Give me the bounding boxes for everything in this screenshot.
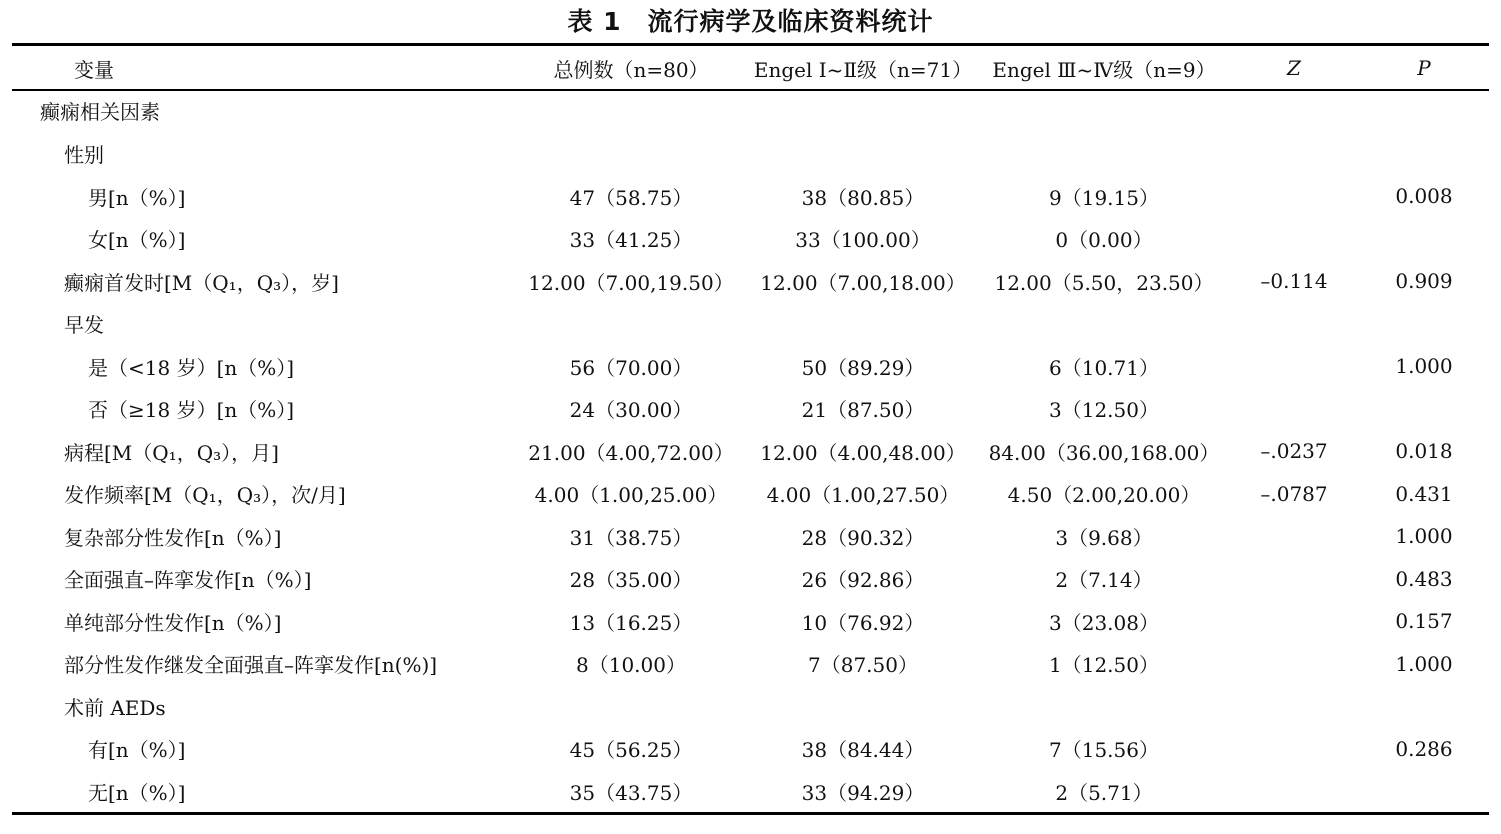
total-cell	[515, 303, 747, 346]
total-cell	[515, 89, 747, 133]
total-cell: 21.00（4.00,72.00）	[528, 440, 734, 465]
p-cell	[1359, 133, 1489, 176]
variable-cell: 女[n（%）]	[88, 228, 186, 253]
table-row	[12, 218, 1489, 261]
z-cell	[1229, 388, 1359, 431]
total-cell: 28（35.00）	[569, 568, 693, 593]
engel-1-2-cell: 10（76.92）	[801, 610, 925, 635]
table-row	[12, 260, 1489, 303]
p-cell: 0.018	[1395, 439, 1453, 464]
engel-1-2-cell: 12.00（4.00,48.00）	[760, 440, 966, 465]
p-cell: 0.483	[1395, 566, 1453, 591]
top-rule	[12, 43, 1489, 46]
z-cell: –0.114	[1260, 269, 1328, 294]
engel-3-4-cell: 6（10.71）	[1049, 355, 1159, 380]
table-row	[12, 430, 1489, 473]
variable-cell: 有[n（%）]	[88, 738, 186, 763]
table-row	[12, 643, 1489, 686]
engel-1-2-cell: 33（94.29）	[801, 780, 925, 805]
engel-1-2-cell	[747, 685, 979, 728]
total-cell: 24（30.00）	[569, 398, 693, 423]
variable-cell: 发作频率[M（Q₁，Q₃），次/月]	[64, 483, 346, 508]
z-cell	[1229, 728, 1359, 771]
z-cell	[1229, 515, 1359, 558]
engel-1-2-cell: 38（80.85）	[801, 185, 925, 210]
engel-3-4-cell	[979, 303, 1229, 346]
z-cell	[1229, 600, 1359, 643]
z-cell	[1229, 303, 1359, 346]
total-cell: 4.00（1.00,25.00）	[534, 483, 728, 508]
engel-3-4-cell: 1（12.50）	[1049, 653, 1159, 678]
variable-cell: 早发	[64, 313, 104, 338]
variable-cell: 癫痫相关因素	[40, 100, 160, 125]
variable-cell: 否（≥18 岁）[n（%）]	[88, 398, 295, 423]
engel-3-4-cell: 3（9.68）	[1055, 525, 1153, 550]
total-cell: 33（41.25）	[569, 228, 693, 253]
engel-1-2-cell: 33（100.00）	[795, 228, 931, 253]
variable-cell: 癫痫首发时[M（Q₁，Q₃），岁]	[64, 270, 339, 295]
z-cell	[1229, 175, 1359, 218]
engel-1-2-cell: 38（84.44）	[801, 738, 925, 763]
table-row	[12, 728, 1489, 771]
engel-3-4-cell: 0（0.00）	[1055, 228, 1153, 253]
z-cell	[1229, 643, 1359, 686]
z-cell: –.0237	[1260, 439, 1328, 464]
total-cell: 47（58.75）	[569, 185, 693, 210]
total-cell: 31（38.75）	[569, 525, 693, 550]
total-cell	[515, 133, 747, 176]
engel-3-4-cell	[979, 685, 1229, 728]
variable-cell: 部分性发作继发全面强直–阵挛发作[n(%)]	[64, 653, 438, 678]
column-header-z: Z	[1287, 56, 1301, 80]
z-cell	[1229, 685, 1359, 728]
z-cell	[1229, 89, 1359, 133]
total-cell: 56（70.00）	[569, 355, 693, 380]
z-cell: –.0787	[1260, 481, 1328, 506]
variable-cell: 全面强直–阵挛发作[n（%）]	[64, 568, 312, 593]
engel-3-4-cell	[979, 133, 1229, 176]
p-cell	[1359, 303, 1489, 346]
engel-3-4-cell: 4.50（2.00,20.00）	[1007, 483, 1201, 508]
table-row	[12, 515, 1489, 558]
z-cell	[1229, 218, 1359, 261]
z-cell	[1229, 345, 1359, 388]
engel-1-2-cell: 4.00（1.00,27.50）	[766, 483, 960, 508]
engel-3-4-cell: 2（7.14）	[1055, 568, 1153, 593]
p-cell	[1359, 388, 1489, 431]
p-cell	[1359, 770, 1489, 813]
z-cell	[1229, 558, 1359, 601]
p-cell: 0.157	[1395, 609, 1453, 634]
total-cell	[515, 685, 747, 728]
engel-1-2-cell	[747, 303, 979, 346]
z-cell	[1229, 770, 1359, 813]
p-cell: 0.008	[1395, 184, 1453, 209]
engel-3-4-cell: 3（23.08）	[1049, 610, 1159, 635]
column-header-variable: 变量	[74, 57, 114, 82]
engel-1-2-cell: 7（87.50）	[808, 653, 918, 678]
engel-3-4-cell: 9（19.15）	[1049, 185, 1159, 210]
engel-1-2-cell: 50（89.29）	[801, 355, 925, 380]
table-row	[12, 175, 1489, 218]
table-row	[12, 345, 1489, 388]
column-header-p: P	[1417, 56, 1431, 80]
total-cell: 8（10.00）	[576, 653, 686, 678]
table-row	[12, 558, 1489, 601]
header-row	[12, 47, 1489, 89]
p-cell: 0.286	[1395, 736, 1453, 761]
column-header-total: 总例数（n=80）	[553, 57, 709, 82]
variable-cell: 男[n（%）]	[88, 185, 186, 210]
total-cell: 35（43.75）	[569, 780, 693, 805]
variable-cell: 单纯部分性发作[n（%）]	[64, 610, 282, 635]
column-header-engel-3-4: Engel Ⅲ~Ⅳ级（n=9）	[992, 57, 1216, 82]
p-cell: 0.431	[1395, 481, 1453, 506]
p-cell	[1359, 218, 1489, 261]
column-header-engel-1-2: Engel Ⅰ~Ⅱ级（n=71）	[753, 57, 973, 82]
total-cell: 13（16.25）	[569, 610, 693, 635]
table-title: 表 1 流行病学及临床资料统计	[567, 7, 934, 36]
p-cell	[1359, 89, 1489, 133]
variable-cell: 复杂部分性发作[n（%）]	[64, 525, 282, 550]
total-cell: 45（56.25）	[569, 738, 693, 763]
engel-3-4-cell: 12.00（5.50，23.50）	[994, 270, 1214, 295]
engel-3-4-cell: 7（15.56）	[1049, 738, 1159, 763]
table-row	[12, 600, 1489, 643]
p-cell: 1.000	[1395, 354, 1453, 379]
variable-cell: 是（<18 岁）[n（%）]	[88, 355, 295, 380]
p-cell	[1359, 685, 1489, 728]
engel-3-4-cell	[979, 89, 1229, 133]
table-row	[12, 473, 1489, 516]
table-row	[12, 89, 1489, 133]
engel-1-2-cell: 26（92.86）	[801, 568, 925, 593]
engel-1-2-cell	[747, 89, 979, 133]
p-cell: 0.909	[1395, 269, 1453, 294]
engel-1-2-cell	[747, 133, 979, 176]
table-body	[12, 89, 1489, 813]
table-row	[12, 303, 1489, 346]
statistics-table	[12, 47, 1489, 813]
variable-cell: 术前 AEDs	[64, 695, 166, 720]
engel-3-4-cell: 3（12.50）	[1049, 398, 1159, 423]
table-row	[12, 770, 1489, 813]
z-cell	[1229, 133, 1359, 176]
engel-3-4-cell: 84.00（36.00,168.00）	[988, 440, 1220, 465]
total-cell: 12.00（7.00,19.50）	[528, 270, 734, 295]
engel-1-2-cell: 12.00（7.00,18.00）	[760, 270, 966, 295]
table-row	[12, 133, 1489, 176]
engel-1-2-cell: 21（87.50）	[801, 398, 925, 423]
variable-cell: 无[n（%）]	[88, 780, 186, 805]
p-cell: 1.000	[1395, 524, 1453, 549]
table-row	[12, 685, 1489, 728]
engel-1-2-cell: 28（90.32）	[801, 525, 925, 550]
variable-cell: 病程[M（Q₁，Q₃），月]	[64, 440, 279, 465]
table-row	[12, 388, 1489, 431]
engel-3-4-cell: 2（5.71）	[1055, 780, 1153, 805]
variable-cell: 性别	[64, 143, 104, 168]
p-cell: 1.000	[1395, 651, 1453, 676]
